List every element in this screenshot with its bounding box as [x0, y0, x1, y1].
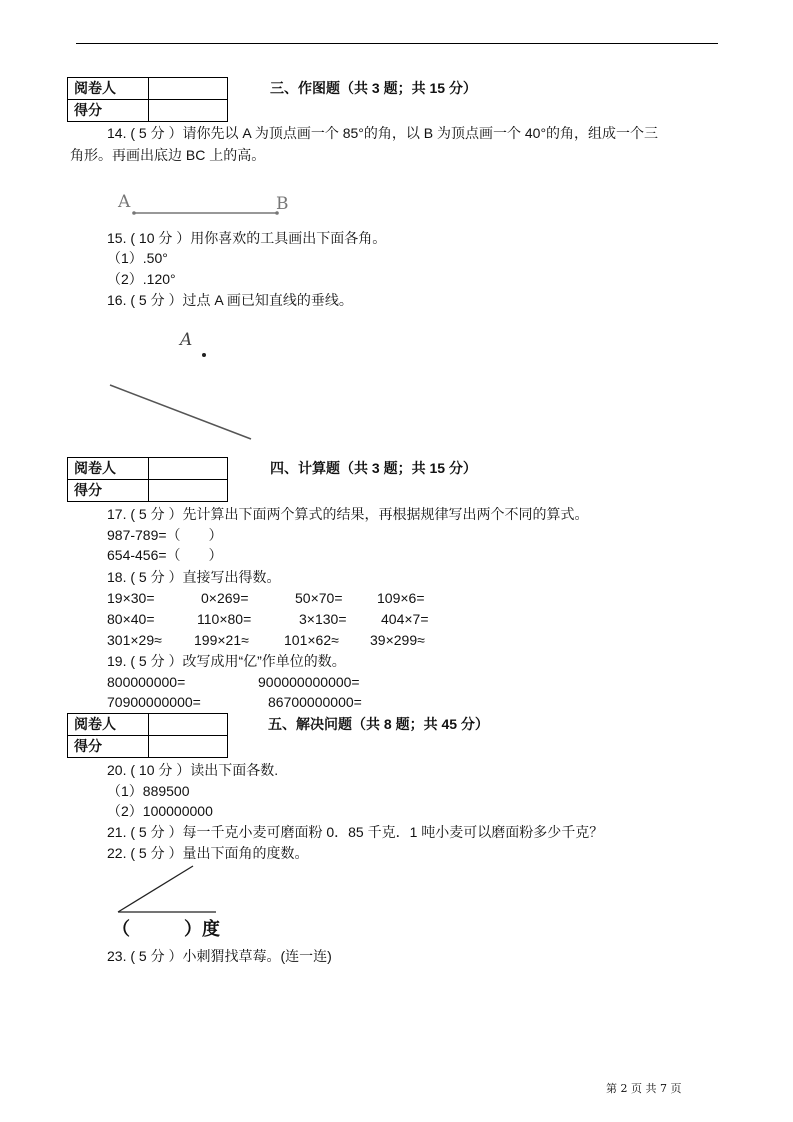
expression: 199×21≈ [194, 632, 249, 648]
score-label: 得分 [68, 100, 149, 122]
reviewer-label: 阅卷人 [68, 458, 149, 480]
question-text: 14. ( 5 分 ）请你先以 A 为顶点画一个 85°的角，以 B 为顶点画一个 40°的角，组成一个三 [107, 125, 659, 141]
score-field[interactable] [149, 736, 228, 758]
page-footer: 第 2 页 共 7 页 [606, 1082, 682, 1095]
expression: 654-456=（ ） [107, 547, 223, 563]
expression: 39×299≈ [370, 632, 425, 648]
reviewer-label: 阅卷人 [68, 714, 149, 736]
given-line [110, 385, 251, 439]
expression: 0×269= [201, 590, 249, 606]
expression: 800000000= [107, 674, 186, 690]
question-text: 23. ( 5 分 ）小刺猬找草莓。(连一连) [107, 948, 332, 964]
score-label: 得分 [68, 480, 149, 502]
score-label: 得分 [68, 736, 149, 758]
question-text: 22. ( 5 分 ）量出下面角的度数。 [107, 845, 309, 861]
question-text: 角形。再画出底边 BC 上的高。 [70, 147, 266, 163]
expression: 19×30= [107, 590, 155, 606]
reviewer-field[interactable] [149, 78, 228, 100]
score-field[interactable] [149, 100, 228, 122]
reviewer-field[interactable] [149, 458, 228, 480]
label-b: B [276, 194, 289, 214]
reviewer-label: 阅卷人 [68, 78, 149, 100]
question-text: 21. ( 5 分 ）每一千克小麦可磨面粉 0．85 千克．1 吨小麦可以磨面粉多少千克？ [107, 824, 604, 840]
expression: 301×29≈ [107, 632, 162, 648]
answer-blank: （ ）度 [112, 919, 220, 939]
sub-item: （1）.50° [107, 250, 168, 266]
expression: 109×6= [377, 590, 425, 606]
expression: 900000000000= [258, 674, 360, 690]
grader-table [67, 457, 228, 502]
expression: 86700000000= [268, 694, 362, 710]
question-text: 18. ( 5 分 ）直接写出得数。 [107, 569, 281, 585]
expression: 987-789=（ ） [107, 527, 223, 543]
sub-item: （2）100000000 [107, 803, 213, 819]
label-a: A [118, 192, 131, 212]
grader-table [67, 713, 228, 758]
segment-ab-figure [132, 211, 279, 215]
reviewer-field[interactable] [149, 714, 228, 736]
point-line-figure [110, 353, 251, 439]
expression: 50×70= [295, 590, 343, 606]
sub-item: （1）889500 [107, 783, 190, 799]
score-field[interactable] [149, 480, 228, 502]
section-heading: 三、作图题（共 3 题；共 15 分） [270, 80, 477, 96]
section-heading: 五、解决问题（共 8 题；共 45 分） [268, 716, 489, 732]
point-a [202, 353, 206, 357]
question-text: 17. ( 5 分 ）先计算出下面两个算式的结果，再根据规律写出两个不同的算式。 [107, 506, 589, 522]
sub-item: （2）.120° [107, 271, 176, 287]
angle-figure [118, 866, 216, 912]
expression: 404×7= [381, 611, 429, 627]
expression: 3×130= [299, 611, 347, 627]
expression: 80×40= [107, 611, 155, 627]
question-text: 20. ( 10 分 ）读出下面各数. [107, 762, 279, 778]
expression: 110×80= [197, 611, 252, 627]
question-text: 15. ( 10 分 ）用你喜欢的工具画出下面各角。 [107, 230, 387, 246]
grader-table [67, 77, 228, 122]
label-a: A [180, 330, 193, 350]
section-heading: 四、计算题（共 3 题；共 15 分） [270, 460, 477, 476]
question-text: 19. ( 5 分 ）改写成用“亿”作单位的数。 [107, 653, 346, 669]
question-text: 16. ( 5 分 ）过点 A 画已知直线的垂线。 [107, 292, 353, 308]
expression: 101×62≈ [284, 632, 339, 648]
expression: 70900000000= [107, 694, 201, 710]
